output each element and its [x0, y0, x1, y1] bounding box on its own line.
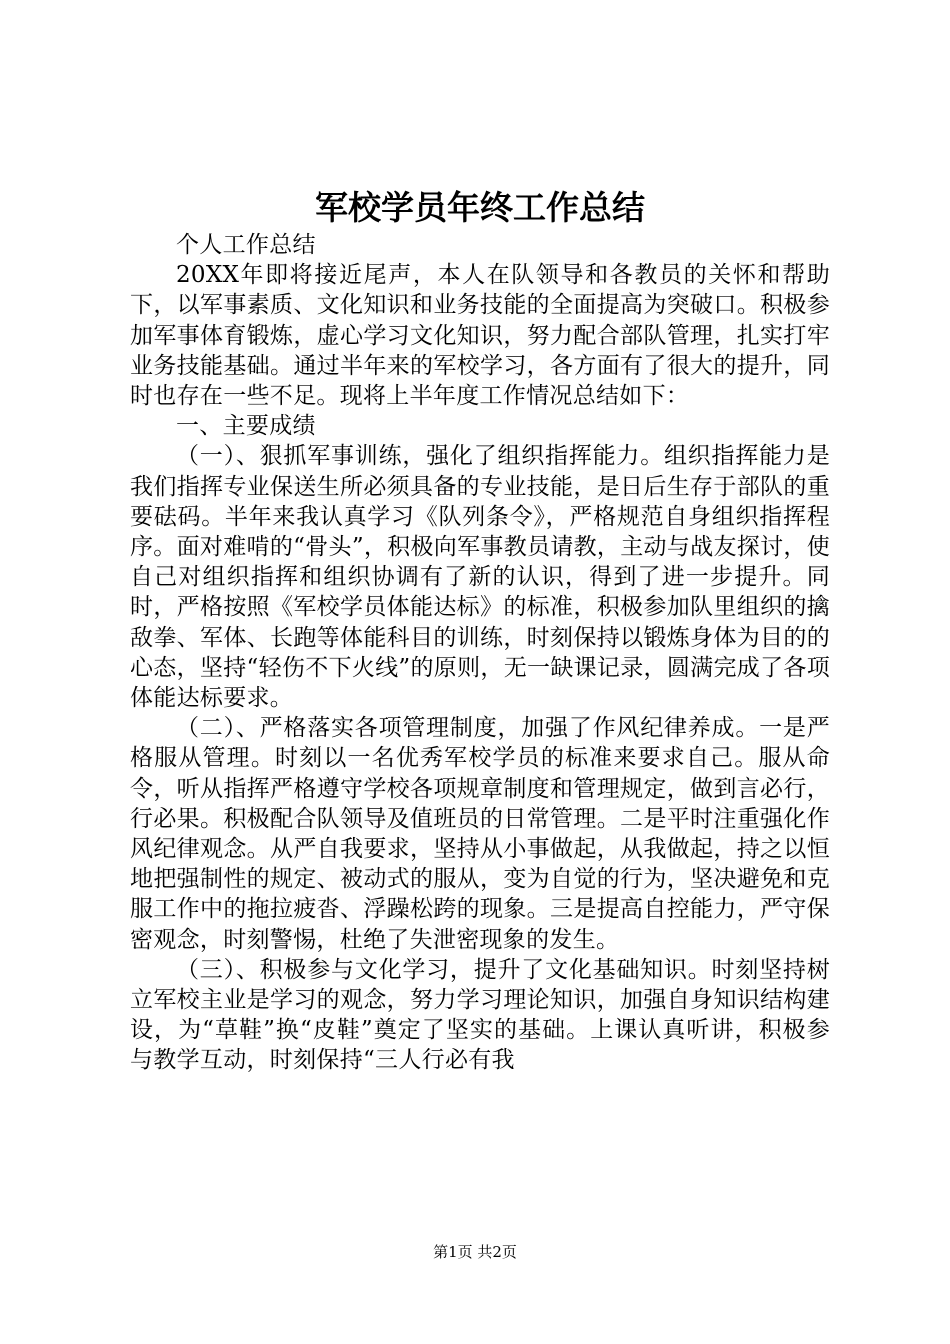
document-body — [130, 230, 830, 1076]
paragraph-section-heading-main-achievements: 一、主要成绩 — [176, 413, 316, 440]
page-number-footer: 第1页 共2页 — [433, 1243, 517, 1261]
paragraph-management-discipline: （二）、严格落实各项管理制度，加强了作风纪律养成。一是严格服从管理。时刻以一名优秀军校学员的标准来要求自己。服从命令，听从指挥严格遵守学校各项规章制度和管理规定，做到言必行，行必果。积极配合队领导及值班员的日常管理。二是平时注重强化作风纪律观念。从严自我要求，坚持从小事做起，从我做起，持之以恒地把强制性的规定、被动式的服从，变为自觉的行为，坚决避免和克服工作中的拖拉疲沓、浮躁松跨的现象。三是提高自控能力，严守保密观念，时刻警惕，杜绝了失泄密现象的发生。 — [130, 715, 830, 953]
paragraph-cultural-study: （三）、积极参与文化学习，提升了文化基础知识。时刻坚持树立军校主业是学习的观念，努力学习理论知识，加强自身知识结构建设，为“草鞋”换“皮鞋”奠定了坚实的基础。上课认真听讲，积极参与教学互动，时刻保持“三人行必有我 — [130, 956, 830, 1074]
paragraph-heading-personal-summary: 个人工作总结 — [176, 232, 316, 258]
paragraph-intro: 20XX年即将接近尾声，本人在队领导和各教员的关怀和帮助下，以军事素质、文化知识和业务技能的全面提高为突破口。积极参加军事体育锻炼，虚心学习文化知识，努力配合部队管理，扎实打牢业务技能基础。通过半年来的军校学习，各方面有了很大的提升，同时也存在一些不足。现将上半年度工作情况总结如下： — [130, 262, 830, 410]
document-title: 军校学员年终工作总结 — [315, 188, 645, 227]
paragraph-military-training: （一）、狠抓军事训练，强化了组织指挥能力。组织指挥能力是我们指挥专业保送生所必须具备的专业技能，是日后生存于部队的重要砝码。半年来我认真学习《队列条令》，严格规范自身组织指挥程序。面对难啃的“骨头”，积极向军事教员请教，主动与战友探讨，使自己对组织指挥和组织协调有了新的认识，得到了进一步提升。同时，严格按照《军校学员体能达标》的标准，积极参加队里组织的擒敌拳、军体、长跑等体能科目的训练，时刻保持以锻炼身体为目的的心态，坚持“轻伤不下火线”的原则，无一缺课记录，圆满完成了各项体能达标要求。 — [130, 443, 830, 712]
